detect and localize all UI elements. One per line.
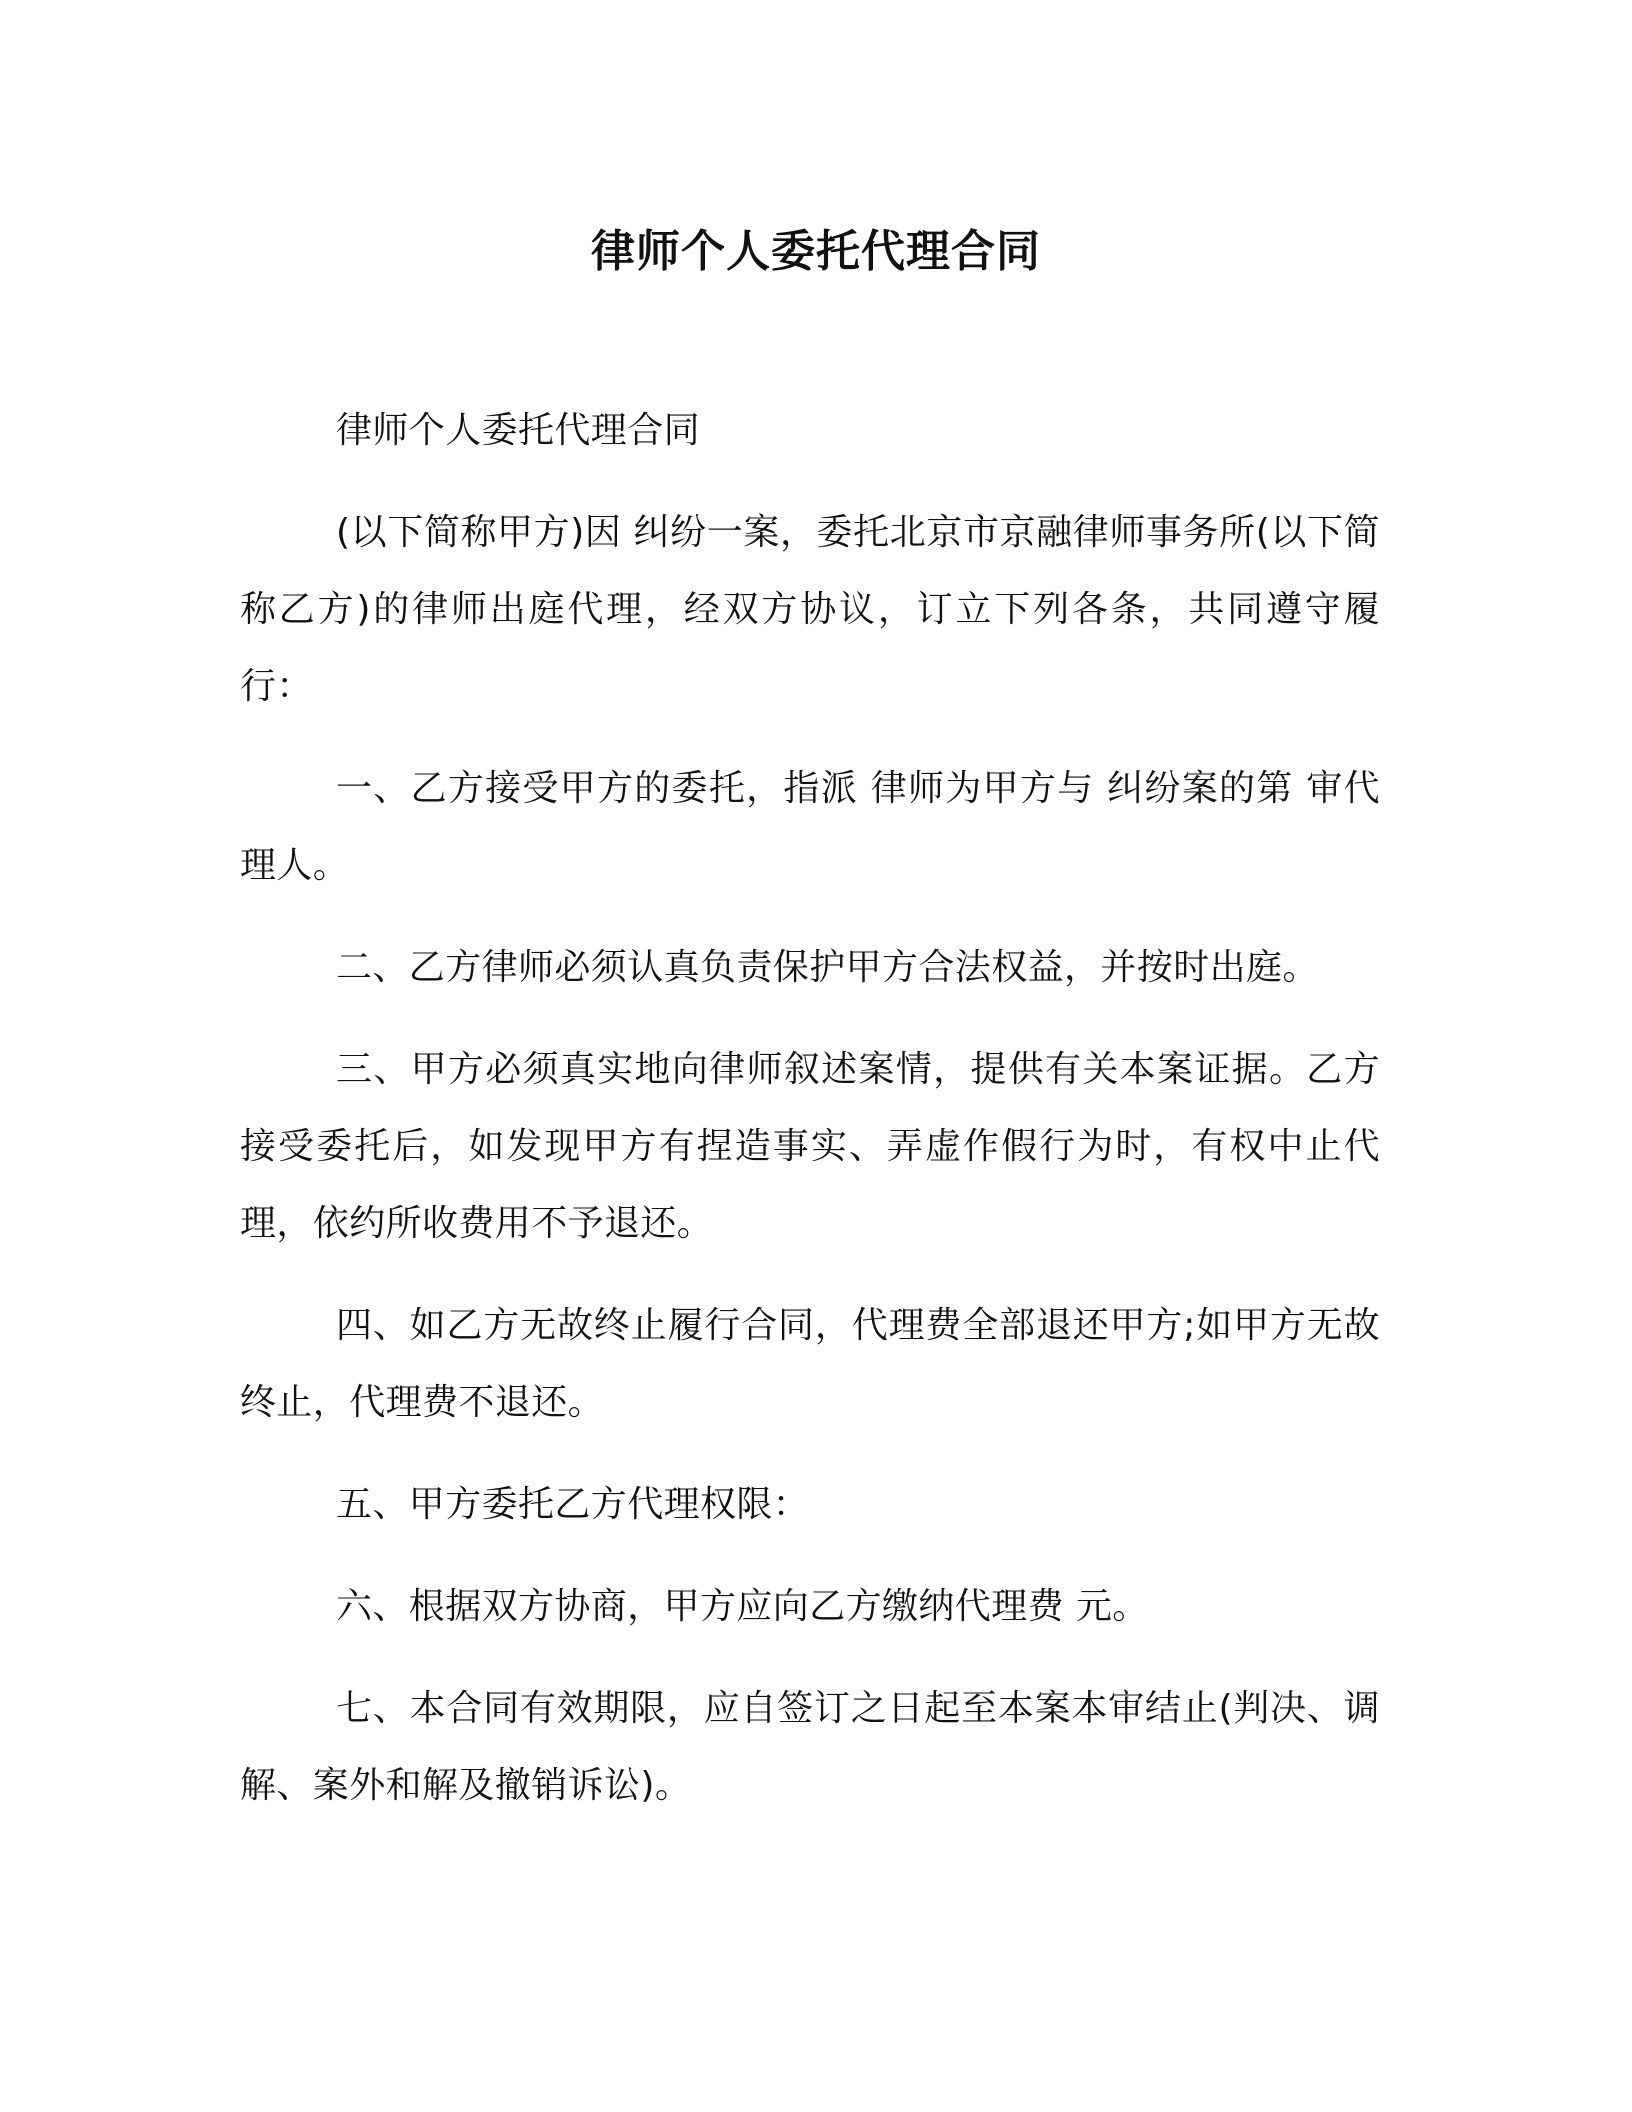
document-title: 律师个人委托代理合同 — [591, 226, 1041, 277]
clause-4: 四、如乙方无故终止履行合同，代理费全部退还甲方;如甲方无故终止，代理费不退还。 — [240, 1305, 1380, 1423]
clause-3: 三、甲方必须真实地向律师叙述案情，提供有关本案证据。乙方接受委托后，如发现甲方有捏造事实、弄虚作假行为时，有权中止代理，依约所收费用不予退还。 — [240, 1049, 1380, 1244]
clause-5: 五、甲方委托乙方代理权限： — [336, 1484, 810, 1525]
clause-7: 七、本合同有效期限，应自签订之日起至本案本审结止(判决、调解、案外和解及撤销诉讼)。 — [240, 1688, 1380, 1806]
paragraph-preamble: (以下简称甲方)因 纠纷一案，委托北京市京融律师事务所(以下简称乙方)的律师出庭代理，经双方协议，订立下列各条，共同遵守履行： — [240, 512, 1380, 707]
clause-1: 一、乙方接受甲方的委托，指派 律师为甲方与 纠纷案的第 审代理人。 — [240, 768, 1380, 886]
document-body — [240, 392, 1380, 1849]
clause-6: 六、根据双方协商，甲方应向乙方缴纳代理费 元。 — [336, 1586, 1149, 1627]
paragraph-subtitle: 律师个人委托代理合同 — [336, 410, 701, 451]
clause-2: 二、乙方律师必须认真负责保护甲方合法权益，并按时出庭。 — [336, 947, 1319, 988]
